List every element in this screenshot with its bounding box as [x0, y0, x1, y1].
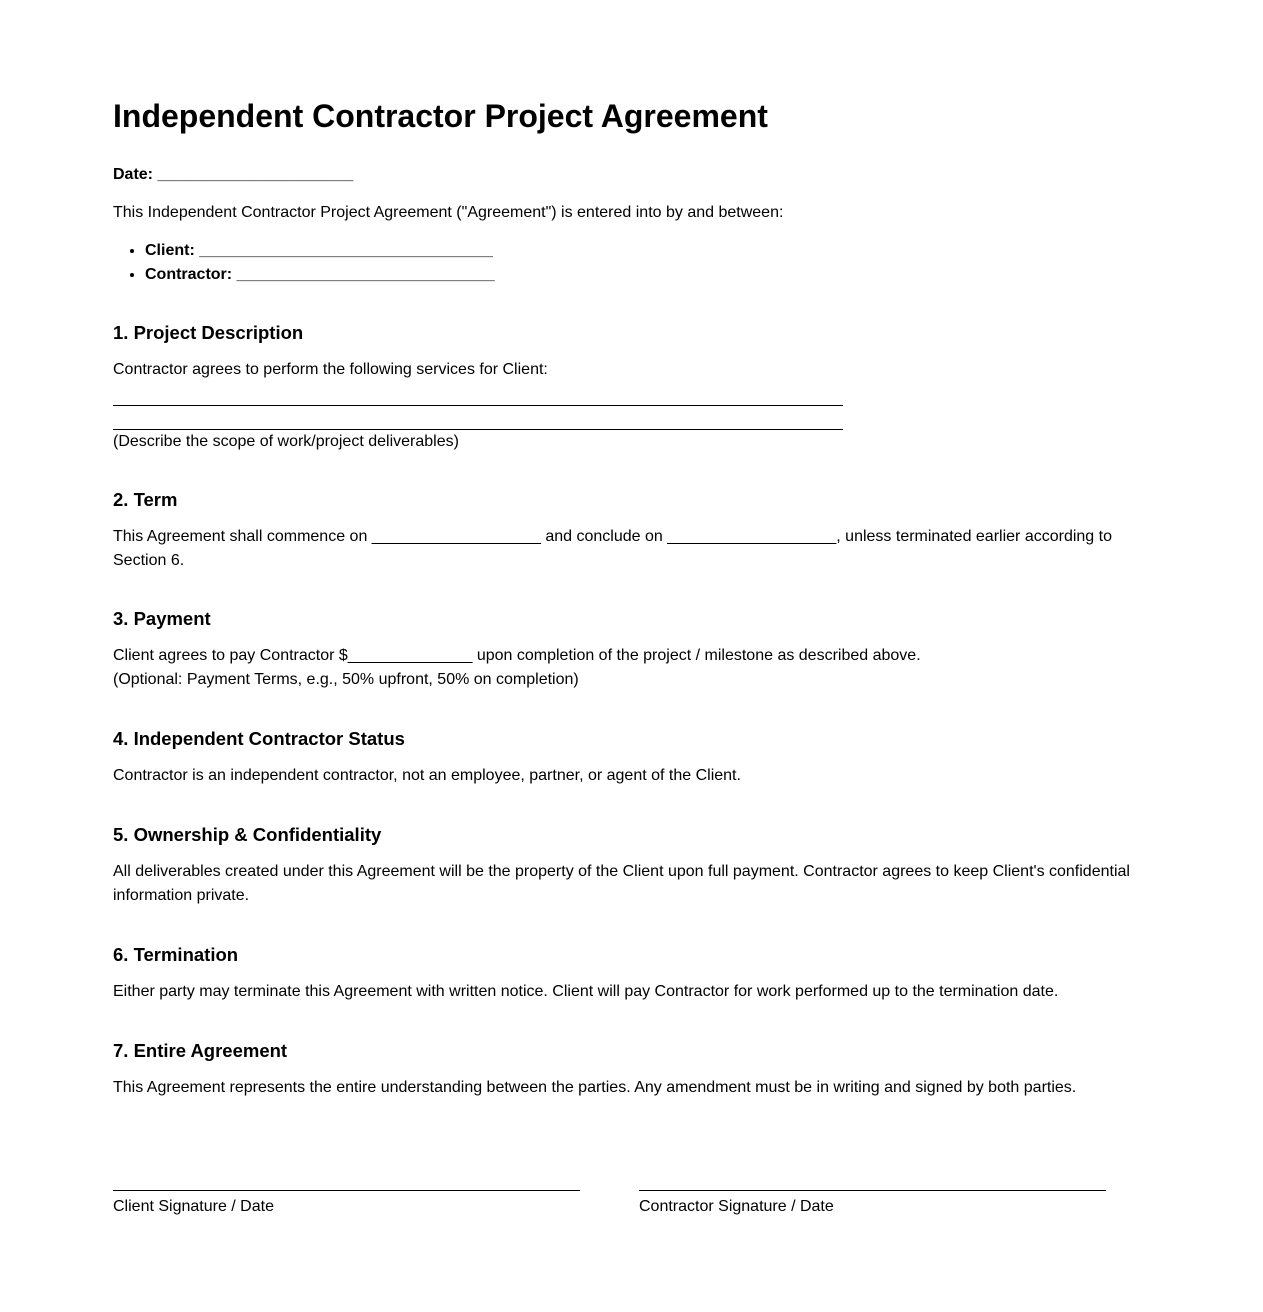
section-heading: 5. Ownership & Confidentiality: [113, 824, 382, 845]
section-contractor-status: [113, 727, 1150, 788]
contractor-signature-block: [639, 1190, 1106, 1217]
party-client-label: Client:: [145, 242, 195, 259]
section-heading: 1. Project Description: [113, 322, 304, 343]
section-text: [113, 644, 1150, 668]
scope-blank-line-2[interactable]: [113, 406, 843, 430]
date-blank[interactable]: ______________________: [157, 166, 354, 183]
client-signature-line[interactable]: [113, 1190, 580, 1191]
contractor-signature-line[interactable]: [639, 1190, 1106, 1191]
section-ownership-confidentiality: [113, 823, 1150, 908]
section-text: All deliverables created under this Agreement will be the property of the Client upon full payment. Contractor agrees to keep Client's confidential information private.: [113, 863, 1130, 904]
term-text-after: , unless terminated earlier according to Section 6.: [113, 528, 1112, 569]
contractor-signature-label: Contractor Signature / Date: [639, 1198, 834, 1215]
section-term: [113, 488, 1150, 573]
payment-amount-blank[interactable]: ______________: [347, 647, 473, 664]
scope-blank-lines: [113, 382, 1150, 430]
section-heading: 3. Payment: [113, 608, 211, 629]
client-signature-block: [113, 1190, 580, 1217]
section-text: Contractor is an independent contractor, not an employee, partner, or agent of the Client.: [113, 767, 741, 784]
party-contractor-label: Contractor:: [145, 266, 233, 283]
commence-date-blank[interactable]: ___________________: [371, 528, 541, 545]
client-signature-label: Client Signature / Date: [113, 1198, 274, 1215]
section-termination: [113, 943, 1150, 1004]
party-client: [145, 239, 1150, 263]
section-heading: 2. Term: [113, 489, 178, 510]
document-title: Independent Contractor Project Agreement: [113, 98, 768, 134]
section-note: (Optional: Payment Terms, e.g., 50% upfront, 50% on completion): [113, 671, 579, 688]
scope-blank-line-1[interactable]: [113, 382, 843, 406]
intro-paragraph: This Independent Contractor Project Agreement ("Agreement") is entered into by and between:: [113, 204, 784, 221]
term-text-before: This Agreement shall commence on: [113, 528, 372, 545]
section-text: Contractor agrees to perform the following services for Client:: [113, 361, 548, 378]
section-payment: [113, 607, 1150, 692]
section-project-description: [113, 321, 1150, 454]
section-text: [113, 525, 1123, 573]
section-heading: 4. Independent Contractor Status: [113, 728, 405, 749]
term-text-middle: and conclude on: [540, 528, 668, 545]
party-contractor-blank[interactable]: _____________________________: [236, 266, 495, 283]
party-contractor: [145, 263, 1150, 287]
signature-row: [113, 1190, 1106, 1217]
payment-text-after: upon completion of the project / milestone as described above.: [472, 647, 921, 664]
section-entire-agreement: [113, 1039, 1150, 1100]
section-heading: 7. Entire Agreement: [113, 1040, 288, 1061]
conclude-date-blank[interactable]: ___________________: [667, 528, 837, 545]
party-client-blank[interactable]: _________________________________: [199, 242, 493, 259]
payment-text-before: Client agrees to pay Contractor $: [113, 647, 348, 664]
parties-list: [113, 239, 1150, 287]
section-heading: 6. Termination: [113, 944, 239, 965]
section-note: (Describe the scope of work/project deliverables): [113, 433, 459, 450]
date-label: Date:: [113, 166, 154, 183]
section-text: Either party may terminate this Agreement with written notice. Client will pay Contractor for work performed up to the termination date.: [113, 983, 1059, 1000]
date-line: [113, 163, 1150, 187]
section-text: This Agreement represents the entire understanding between the parties. Any amendment must be in writing and signed by both parties.: [113, 1079, 1077, 1096]
